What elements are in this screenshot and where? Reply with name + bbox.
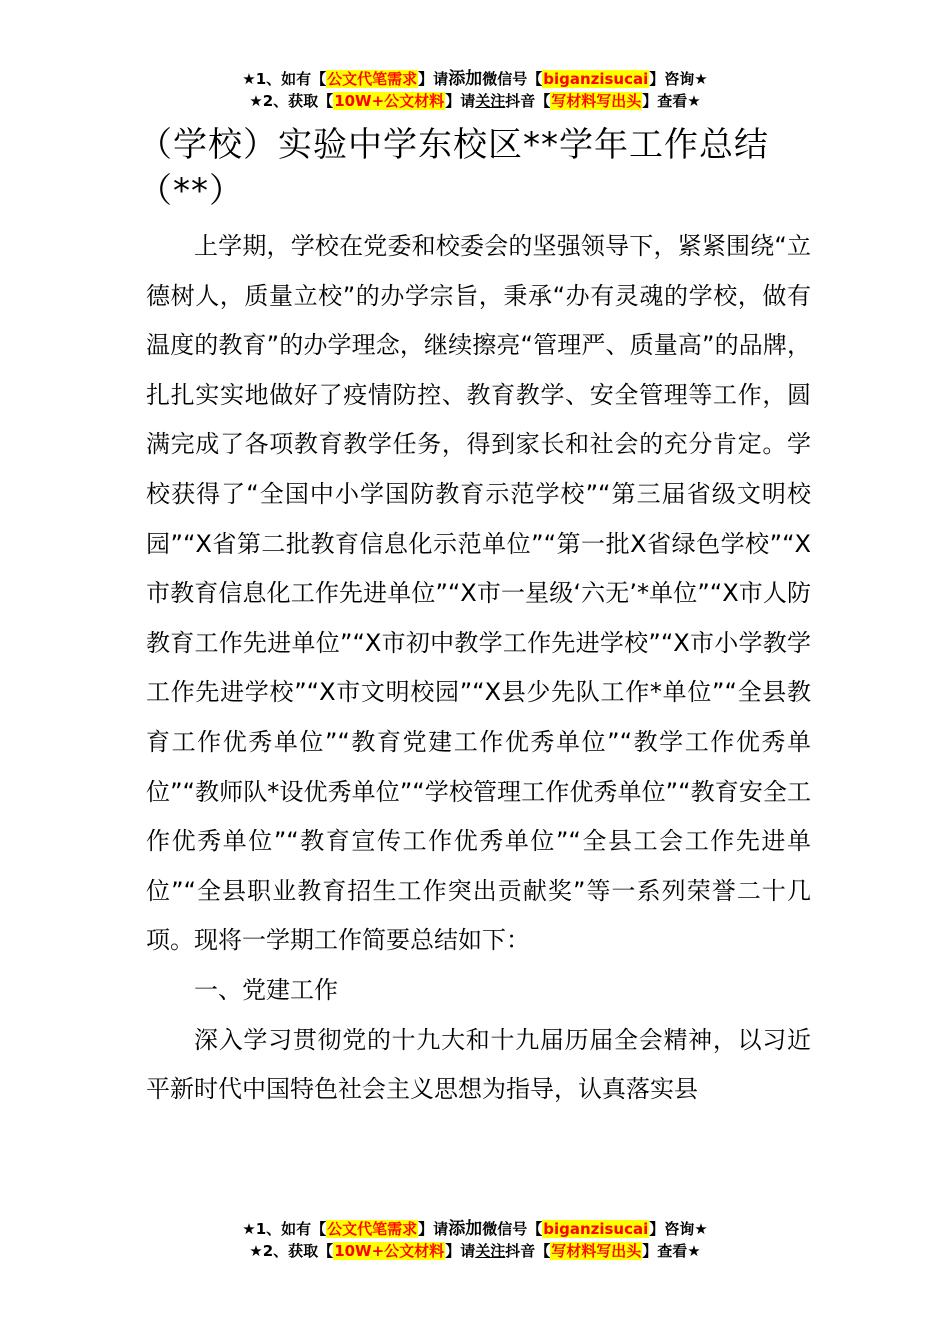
highlight-materials: 10W+公文材料 (334, 1242, 445, 1260)
highlight-service: 公文代笔需求 (327, 70, 418, 88)
document-body (146, 222, 811, 1115)
document-title: （学校）实验中学东校区**学年工作总结（**） (138, 125, 769, 211)
highlight-douyin-account: 写材料写出头 (551, 92, 642, 110)
banner-line-2: ★2、获取【10W+公文材料】请关注抖音【写材料写出头】查看★ (249, 92, 701, 110)
highlight-wechat-id: biganzisucai (543, 1220, 649, 1238)
highlight-wechat-id: biganzisucai (543, 70, 649, 88)
banner-line-2: ★2、获取【10W+公文材料】请关注抖音【写材料写出头】查看★ (249, 1242, 701, 1260)
banner-line-1: ★1、如有【公文代笔需求】请添加微信号【biganzisucai】咨询★ (242, 1219, 708, 1239)
intro-paragraph: 上学期，学校在党委和校委会的坚强领导下，紧紧围绕“立德树人，质量立校”的办学宗旨，秉承“办有灵魂的学校，做有温度的教育”的办学理念，继续擦亮“管理严、质量高”的品牌，扎扎实实地做好了疫情防控、教育教学、安全管理等工作，圆满完成了各项教育教学任务，得到家长和社会的充分肯定。学校获得了“全国中小学国防教育示范学校”“第三届省级文明校园”“X省第二批教育信息化示范单位”“第一批X省绿色学校”“X市教育信息化工作先进单位”“X市一星级‘六无’*单位”“X市人防教育工作先进单位”“X市初中教学工作先进学校”“X市小学教学工作先进学校”“X市文明校园”“X县少先队工作*单位”“全县教育工作优秀单位”“教育党建工作优秀单位”“教学工作优秀单位”“教师队*设优秀单位”“学校管理工作优秀单位”“教育安全工作优秀单位”“教育宣传工作优秀单位”“全县工会工作先进单位”“全县职业教育招生工作突出贡献奖”等一系列荣誉二十几项。现将一学期工作简要总结如下： (146, 232, 811, 955)
section-heading: 一、党建工作 (194, 975, 338, 1004)
banner-line-1: ★1、如有【公文代笔需求】请添加微信号【biganzisucai】咨询★ (242, 69, 708, 89)
header-banner (0, 68, 950, 112)
highlight-douyin-account: 写材料写出头 (551, 1242, 642, 1260)
footer-banner (0, 1218, 950, 1262)
highlight-materials: 10W+公文材料 (334, 92, 445, 110)
highlight-service: 公文代笔需求 (327, 1220, 418, 1238)
section-paragraph: 深入学习贯彻党的十九大和十九届历届全会精神，以习近平新时代中国特色社会主义思想为指导，认真落实县 (146, 1025, 811, 1104)
